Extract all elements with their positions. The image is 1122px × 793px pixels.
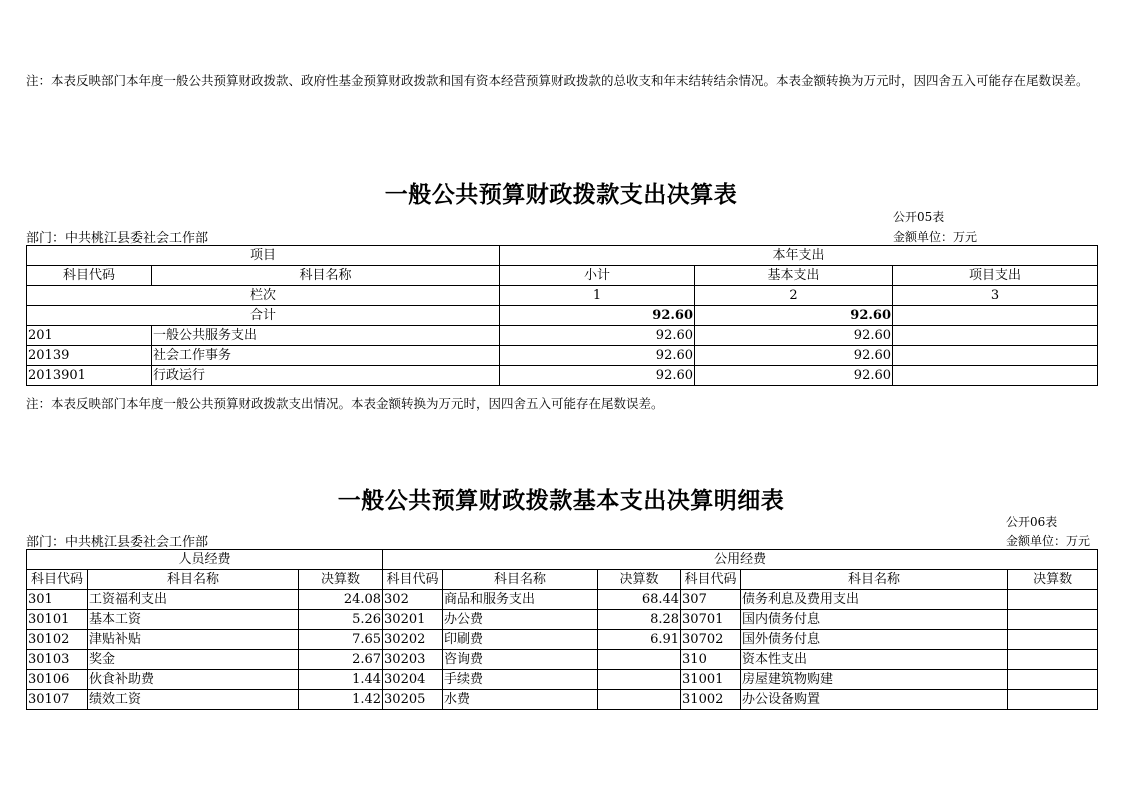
row-name: 工资福利支出 bbox=[88, 590, 299, 610]
row-amount: 24.08 bbox=[299, 590, 383, 610]
table05-unit: 金额单位：万元 bbox=[893, 230, 978, 244]
row-code: 301 bbox=[27, 590, 88, 610]
row-code: 2013901 bbox=[27, 366, 152, 386]
row-amount bbox=[1008, 590, 1098, 610]
column-number: 3 bbox=[893, 286, 1098, 306]
table06 bbox=[26, 549, 1098, 710]
row-code: 30203 bbox=[383, 650, 443, 670]
row-code: 30701 bbox=[681, 610, 741, 630]
row-name: 行政运行 bbox=[152, 366, 500, 386]
header-year-expenditure: 本年支出 bbox=[500, 246, 1098, 266]
top-note: 注：本表反映部门本年度一般公共预算财政拨款、政府性基金预算财政拨款和国有资本经营预算财政拨款的总收支和年末结转结余情况。本表金额转换为万元时，因四舍五入可能存在尾数误差。 bbox=[26, 73, 1089, 88]
row-amount bbox=[598, 670, 681, 690]
row-code: 30204 bbox=[383, 670, 443, 690]
row-name: 水费 bbox=[443, 690, 598, 710]
row-subtotal: 92.60 bbox=[500, 326, 695, 346]
row-code: 30106 bbox=[27, 670, 88, 690]
table-row bbox=[27, 670, 1098, 690]
row-name: 奖金 bbox=[88, 650, 299, 670]
table05 bbox=[26, 245, 1098, 386]
header-personnel-funds: 人员经费 bbox=[27, 550, 383, 570]
row-amount bbox=[1008, 630, 1098, 650]
row-code: 30702 bbox=[681, 630, 741, 650]
header-amount: 决算数 bbox=[299, 570, 383, 590]
header-item: 项目 bbox=[27, 246, 500, 266]
row-amount bbox=[1008, 650, 1098, 670]
header-name: 科目名称 bbox=[152, 266, 500, 286]
row-code: 30205 bbox=[383, 690, 443, 710]
header-code: 科目代码 bbox=[681, 570, 741, 590]
row-name: 手续费 bbox=[443, 670, 598, 690]
row-basic: 92.60 bbox=[695, 366, 893, 386]
table-row bbox=[27, 590, 1098, 610]
table-row bbox=[27, 690, 1098, 710]
row-amount: 1.44 bbox=[299, 670, 383, 690]
header-code: 科目代码 bbox=[27, 570, 88, 590]
row-code: 30202 bbox=[383, 630, 443, 650]
row-name: 房屋建筑物购建 bbox=[741, 670, 1008, 690]
row-amount: 5.26 bbox=[299, 610, 383, 630]
row-subtotal: 92.60 bbox=[500, 346, 695, 366]
row-code: 31002 bbox=[681, 690, 741, 710]
row-amount: 1.42 bbox=[299, 690, 383, 710]
table06-title: 一般公共预算财政拨款基本支出决算明细表 bbox=[337, 487, 785, 514]
table05-title: 一般公共预算财政拨款支出决算表 bbox=[384, 181, 738, 208]
table-row bbox=[27, 326, 1098, 346]
header-name: 科目名称 bbox=[88, 570, 299, 590]
table06-unit: 金额单位：万元 bbox=[1006, 534, 1091, 548]
row-code: 30102 bbox=[27, 630, 88, 650]
row-name: 商品和服务支出 bbox=[443, 590, 598, 610]
row-amount: 68.44 bbox=[598, 590, 681, 610]
row-code: 20139 bbox=[27, 346, 152, 366]
row-amount bbox=[1008, 610, 1098, 630]
table-row bbox=[27, 346, 1098, 366]
row-subtotal: 92.60 bbox=[500, 366, 695, 386]
header-code: 科目代码 bbox=[27, 266, 152, 286]
row-basic: 92.60 bbox=[695, 346, 893, 366]
row-code: 30107 bbox=[27, 690, 88, 710]
row-name: 印刷费 bbox=[443, 630, 598, 650]
header-basic: 基本支出 bbox=[695, 266, 893, 286]
row-code: 201 bbox=[27, 326, 152, 346]
row-project bbox=[893, 346, 1098, 366]
row-name: 咨询费 bbox=[443, 650, 598, 670]
total-project bbox=[893, 306, 1098, 326]
row-project bbox=[893, 326, 1098, 346]
row-project bbox=[893, 366, 1098, 386]
row-name: 社会工作事务 bbox=[152, 346, 500, 366]
row-amount: 2.67 bbox=[299, 650, 383, 670]
row-code: 310 bbox=[681, 650, 741, 670]
table-row bbox=[27, 610, 1098, 630]
header-subtotal: 小计 bbox=[500, 266, 695, 286]
row-basic: 92.60 bbox=[695, 326, 893, 346]
row-name: 资本性支出 bbox=[741, 650, 1008, 670]
row-name: 绩效工资 bbox=[88, 690, 299, 710]
row-name: 办公设备购置 bbox=[741, 690, 1008, 710]
row-name: 津贴补贴 bbox=[88, 630, 299, 650]
header-public-funds: 公用经费 bbox=[383, 550, 1098, 570]
table06-code: 公开06表 bbox=[1006, 515, 1058, 529]
table-row bbox=[27, 630, 1098, 650]
row-name: 一般公共服务支出 bbox=[152, 326, 500, 346]
table-row bbox=[27, 366, 1098, 386]
header-amount: 决算数 bbox=[598, 570, 681, 590]
row-name: 债务利息及费用支出 bbox=[741, 590, 1008, 610]
row-code: 30103 bbox=[27, 650, 88, 670]
table05-note: 注：本表反映部门本年度一般公共预算财政拨款支出情况。本表金额转换为万元时，因四舍五入可能存在尾数误差。 bbox=[26, 396, 664, 411]
row-code: 30201 bbox=[383, 610, 443, 630]
header-code: 科目代码 bbox=[383, 570, 443, 590]
row-code: 302 bbox=[383, 590, 443, 610]
total-subtotal: 92.60 bbox=[500, 306, 695, 326]
row-amount bbox=[598, 650, 681, 670]
row-name: 伙食补助费 bbox=[88, 670, 299, 690]
table05-code: 公开05表 bbox=[893, 210, 945, 224]
row-amount: 6.91 bbox=[598, 630, 681, 650]
row-amount bbox=[1008, 670, 1098, 690]
table05-dept: 部门：中共桃江县委社会工作部 bbox=[26, 231, 209, 246]
header-column-index: 栏次 bbox=[27, 286, 500, 306]
row-amount: 7.65 bbox=[299, 630, 383, 650]
row-name: 基本工资 bbox=[88, 610, 299, 630]
total-label: 合计 bbox=[27, 306, 500, 326]
row-amount bbox=[1008, 690, 1098, 710]
row-amount: 8.28 bbox=[598, 610, 681, 630]
header-name: 科目名称 bbox=[443, 570, 598, 590]
row-name: 国外债务付息 bbox=[741, 630, 1008, 650]
row-code: 307 bbox=[681, 590, 741, 610]
total-basic: 92.60 bbox=[695, 306, 893, 326]
header-amount: 决算数 bbox=[1008, 570, 1098, 590]
table-row bbox=[27, 650, 1098, 670]
row-name: 国内债务付息 bbox=[741, 610, 1008, 630]
row-code: 30101 bbox=[27, 610, 88, 630]
row-name: 办公费 bbox=[443, 610, 598, 630]
column-number: 2 bbox=[695, 286, 893, 306]
column-number: 1 bbox=[500, 286, 695, 306]
row-code: 31001 bbox=[681, 670, 741, 690]
table06-dept: 部门：中共桃江县委社会工作部 bbox=[26, 535, 209, 550]
header-name: 科目名称 bbox=[741, 570, 1008, 590]
header-project: 项目支出 bbox=[893, 266, 1098, 286]
row-amount bbox=[598, 690, 681, 710]
total-row bbox=[27, 306, 1098, 326]
